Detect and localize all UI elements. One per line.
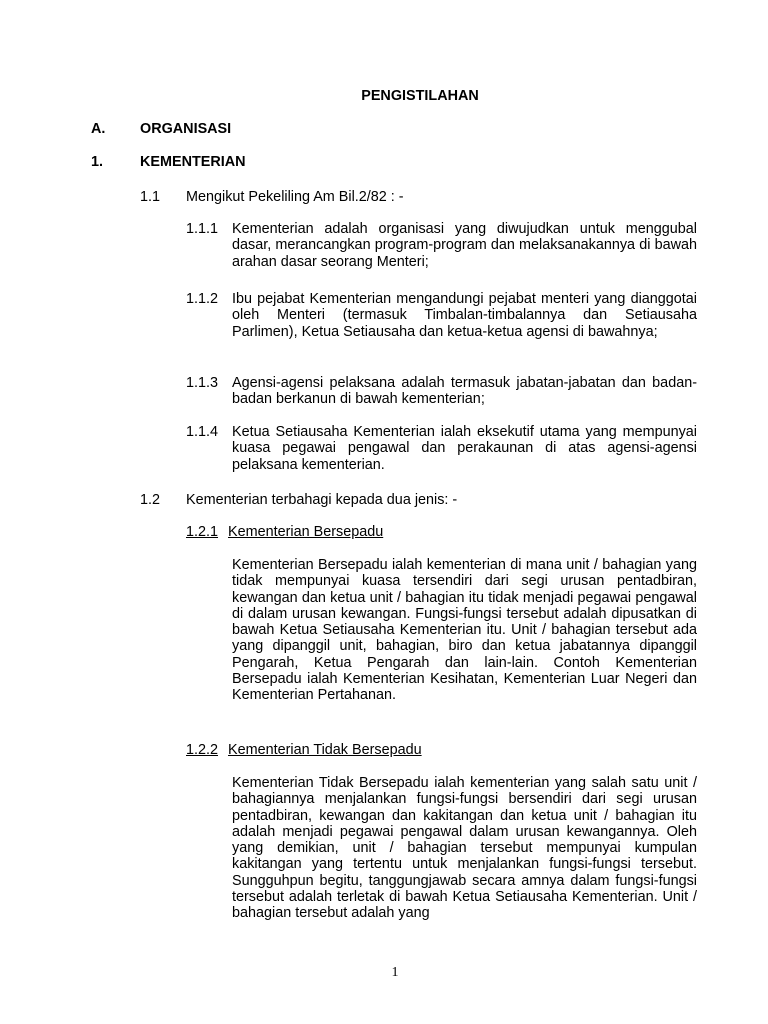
page-title: PENGISTILAHAN — [361, 88, 479, 104]
clause-1-1-3-text: Agensi-agensi pelaksana adalah termasuk jabatan-jabatan dan badan-badan berkanun di bawah kementerian; — [232, 375, 697, 408]
clause-1-1-4-number: 1.1.4 — [186, 424, 219, 440]
clause-1-2-2-title: Kementerian Tidak Bersepadu — [228, 742, 422, 758]
clause-1-1-2-number: 1.1.2 — [186, 291, 219, 307]
section-1-heading — [0, 153, 768, 171]
clause-1-2-1-text: Kementerian Bersepadu ialah kementerian di mana unit / bahagian yang tidak mempunyai kuasa tersendiri dari segi urusan pentadbiran, kewangan dan ketua unit / bahagian itu tidak menjadi pegawai pengawal di dalam urusan kewangan. Fungsi-fungsi tersebut adalah dipusatkan di bawah Ketua Setiausaha Kementerian itu. Unit / bahagian tersebut ada yang dipanggil unit, bahagian, biro dan ketua jabatannya dipanggil Pengarah, Ketua Pengarah dan lain-lain. Contoh Kementerian Bersepadu ialah Kementerian Kesihatan, Kementerian Luar Negeri dan Kementerian Pertahanan. — [232, 557, 697, 704]
section-1-number: 1. — [91, 154, 104, 170]
clause-1-1-1-text: Kementerian adalah organisasi yang diwujudkan untuk menggubal dasar, merancangkan program-program dan melaksanakannya di bawah arahan dasar seorang Menteri; — [232, 221, 697, 270]
clause-1-1-1-number: 1.1.1 — [186, 221, 219, 237]
clause-1-2-number: 1.2 — [140, 492, 161, 508]
clause-1-1-2-text: Ibu pejabat Kementerian mengandungi pejabat menteri yang dianggotai oleh Menteri (termasuk Timbalan-timbalannya dan Setiausaha Parlimen), Ketua Setiausaha dan ketua-ketua agensi di bawahnya; — [232, 291, 697, 340]
clause-1-2-text: Kementerian terbahagi kepada dua jenis: - — [186, 492, 458, 508]
clause-1-1-3-number: 1.1.3 — [186, 375, 219, 391]
clause-1-2-2-number: 1.2.2 — [186, 742, 219, 758]
clause-1-2-2-text: Kementerian Tidak Bersepadu ialah kementerian yang salah satu unit / bahagiannya menjalankan fungsi-fungsi bersendiri dari segi urusan pentadbiran, kewangan dan kakitangan dan ketua unit / bahagian itu adalah menjadi pegawai pengawal dalam urusan kewangannya. Oleh yang demikian, unit / bahagian tersebut mempunyai kumpulan kakitangan yang tertentu untuk menjalankan fungsi-fungsi tersebut. Sungguhpun begitu, tanggungjawab secara amnya dalam fungsi-fungsi tersebut adalah terletak di bawah Ketua Setiausaha Kementerian. Unit / bahagian tersebut adalah yang — [232, 775, 697, 922]
clause-1-2-1-title: Kementerian Bersepadu — [228, 524, 384, 540]
section-a-heading — [0, 120, 768, 138]
section-a-label: ORGANISASI — [140, 121, 232, 137]
section-a-number: A. — [91, 121, 106, 137]
clause-1-1-text: Mengikut Pekeliling Am Bil.2/82 : - — [186, 189, 404, 205]
clause-1-2-1-heading — [186, 523, 383, 541]
section-1-label: KEMENTERIAN — [140, 154, 246, 170]
page-number: 1 — [391, 965, 399, 980]
clause-1-2-2-heading — [186, 741, 422, 759]
clause-1-1-4-text: Ketua Setiausaha Kementerian ialah eksekutif utama yang mempunyai kuasa pegawai pengawal dan perakaunan di atas agensi-agensi pelaksana kementerian. — [232, 424, 697, 473]
clause-1-2-1-number: 1.2.1 — [186, 524, 219, 540]
clause-1-1-number: 1.1 — [140, 189, 161, 205]
